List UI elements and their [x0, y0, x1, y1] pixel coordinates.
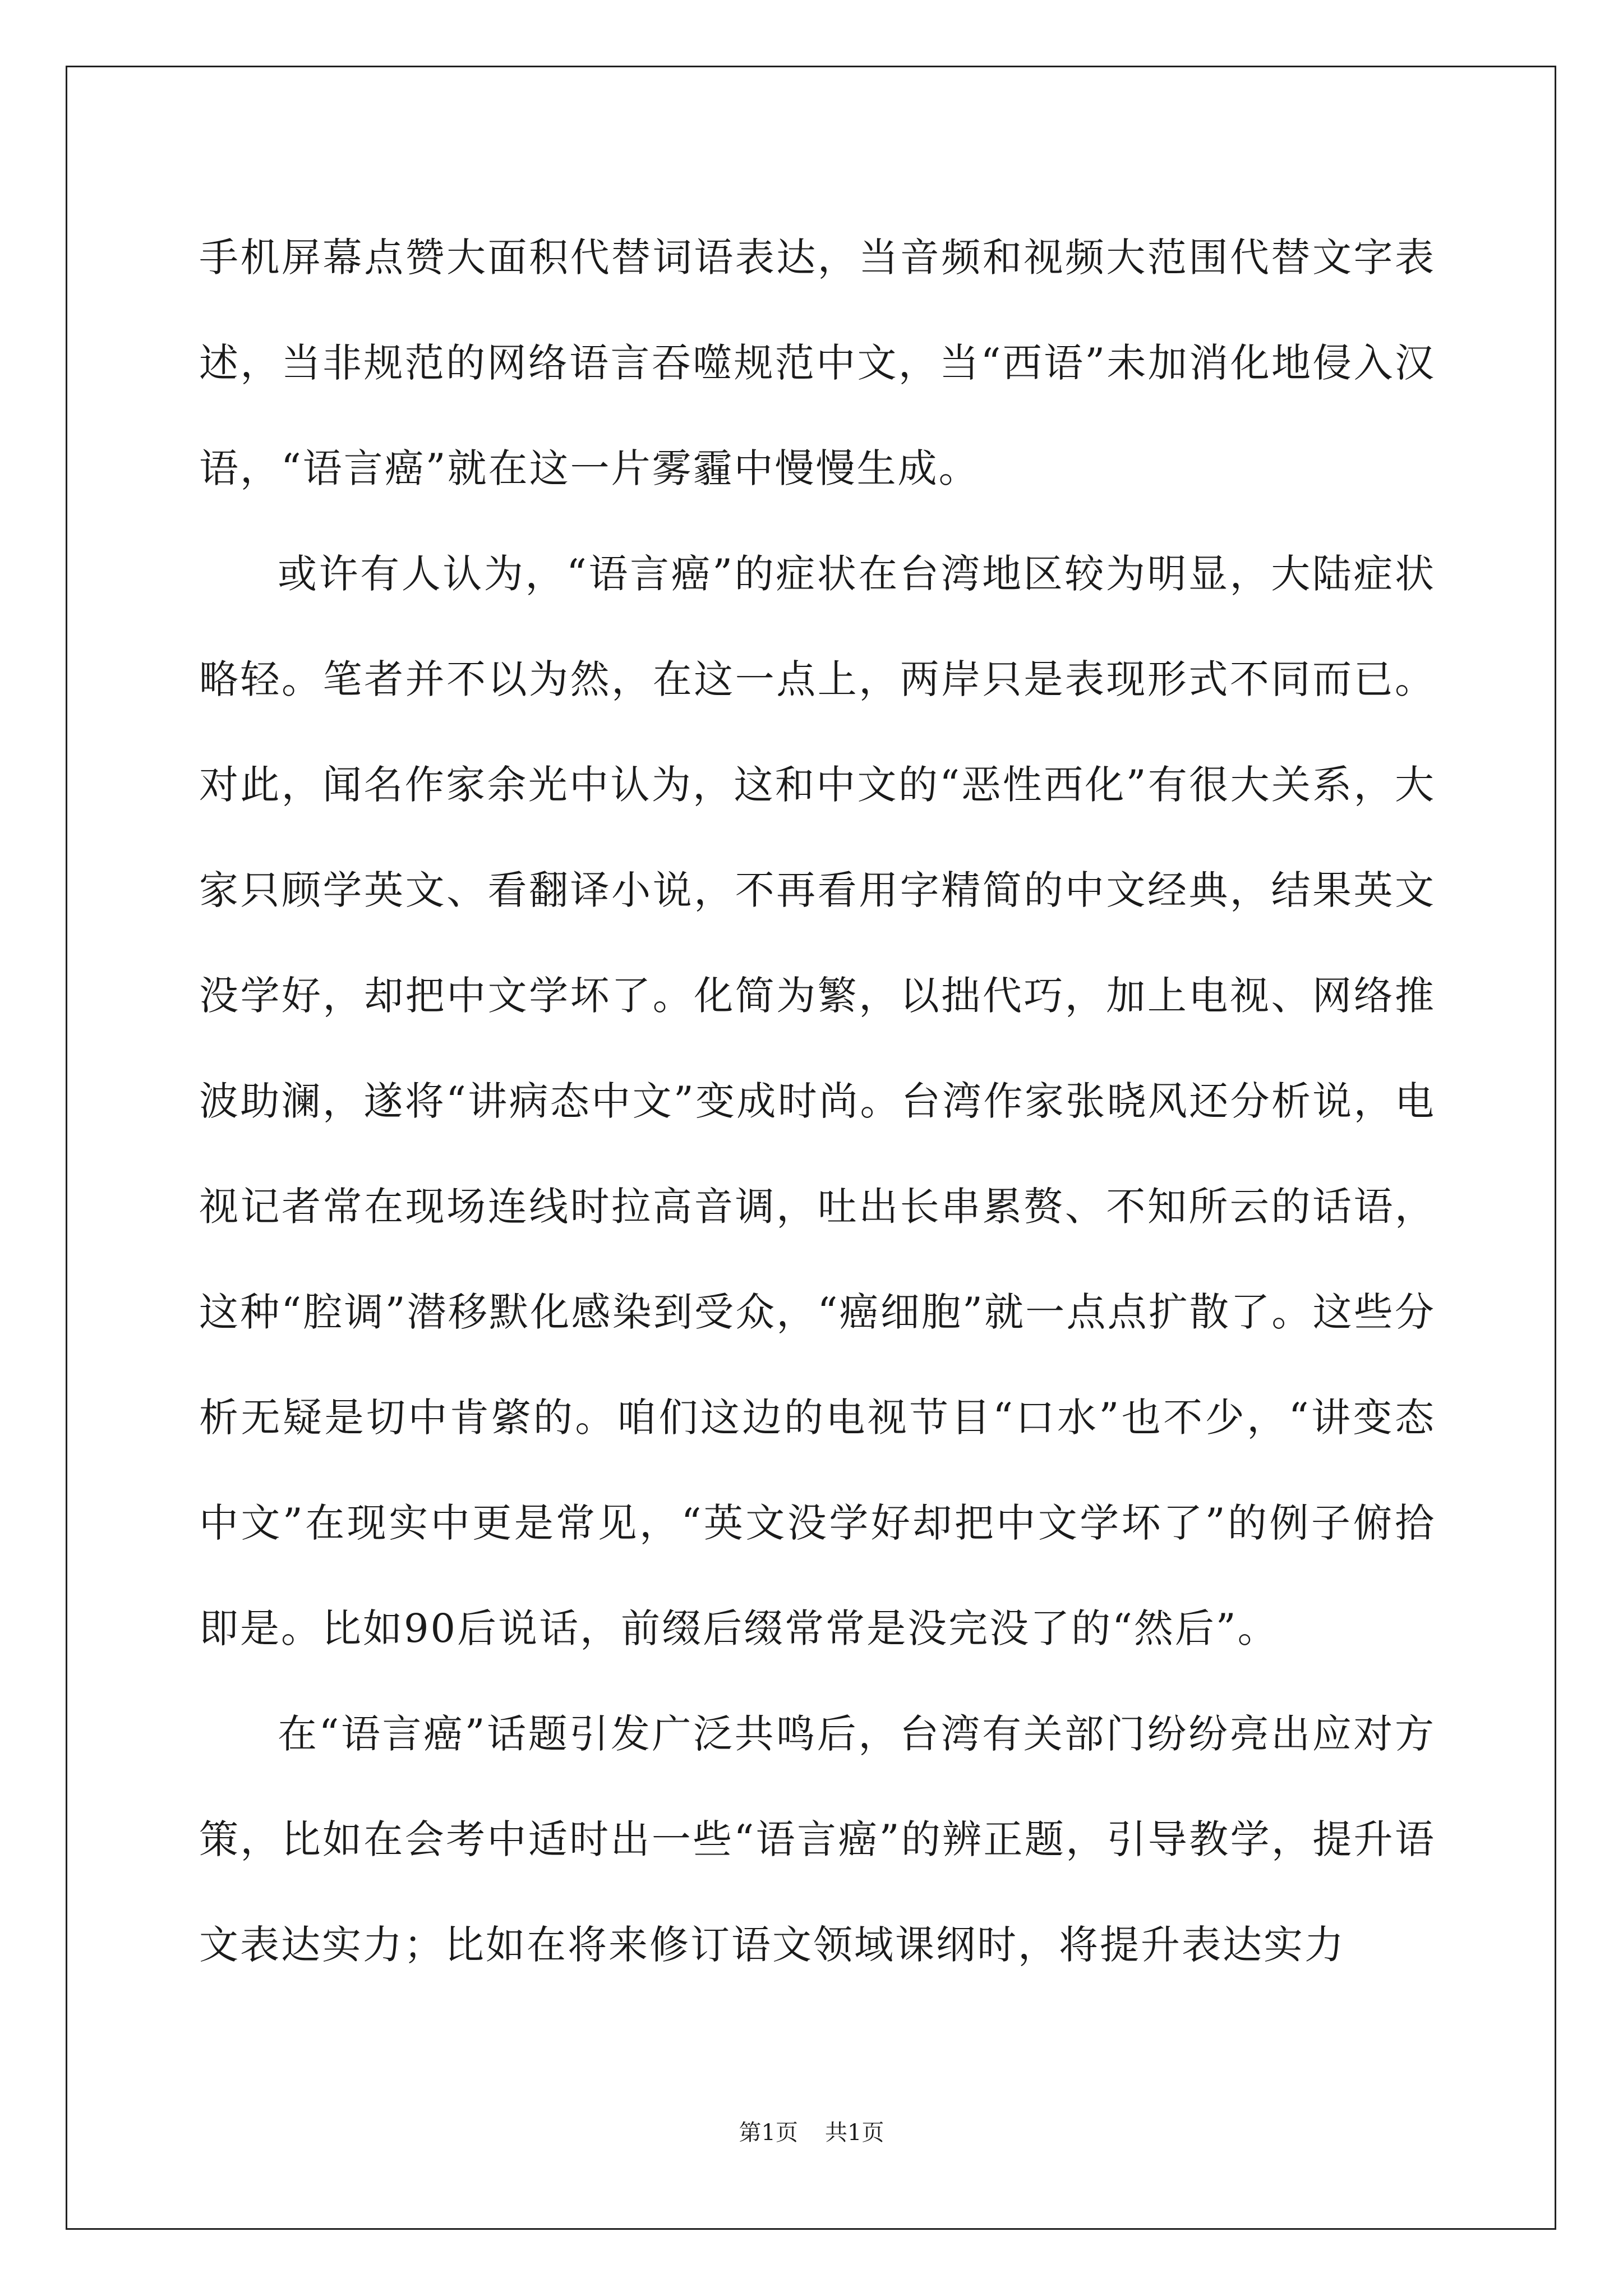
paragraph-3: 在“语言癌”话题引发广泛共鸣后，台湾有关部门纷纷亮出应对方策，比如在会考中适时出一些“语言癌”的辨正题，引导教学，提升语文表达实力；比如在将来修订语文领域课纲时，将提升表达实力: [199, 1711, 1436, 1968]
page-footer: [0, 2115, 1623, 2147]
page-total: 共1页: [825, 2120, 884, 2146]
paragraph-1: 手机屏幕点赞大面积代替词语表达，当音频和视频大范围代替文字表述，当非规范的网络语言吞噬规范中文，当“西语”未加消化地侵入汉语，“语言癌”就在这一片雾霾中慢慢生成。: [199, 234, 1436, 491]
paragraph-2: 或许有人认为，“语言癌”的症状在台湾地区较为明显，大陆症状略轻。笔者并不以为然，在这一点上，两岸只是表现形式不同而已。对此，闻名作家余光中认为，这和中文的“恶性西化”有很大关系，大家只顾学英文、看翻译小说，不再看用字精简的中文经典，结果英文没学好，却把中文学坏了。化简为繁，以拙代巧，加上电视、网络推波助澜，遂将“讲病态中文”变成时尚。台湾作家张晓风还分析说，电视记者常在现场连线时拉高音调，吐出长串累赘、不知所云的话语，这种“腔调”潜移默化感染到受众，“癌细胞”就一点点扩散了。这些分析无疑是切中肯綮的。咱们这边的电视节目“口水”也不少，“讲变态中文”在现实中更是常见，“英文没学好却把中文学坏了”的例子俯拾即是。比如90后说话，前缀后缀常常是没完没了的“然后”。: [199, 551, 1436, 1651]
document-body: [199, 205, 1436, 1998]
page-number: 第1页: [739, 2120, 798, 2146]
